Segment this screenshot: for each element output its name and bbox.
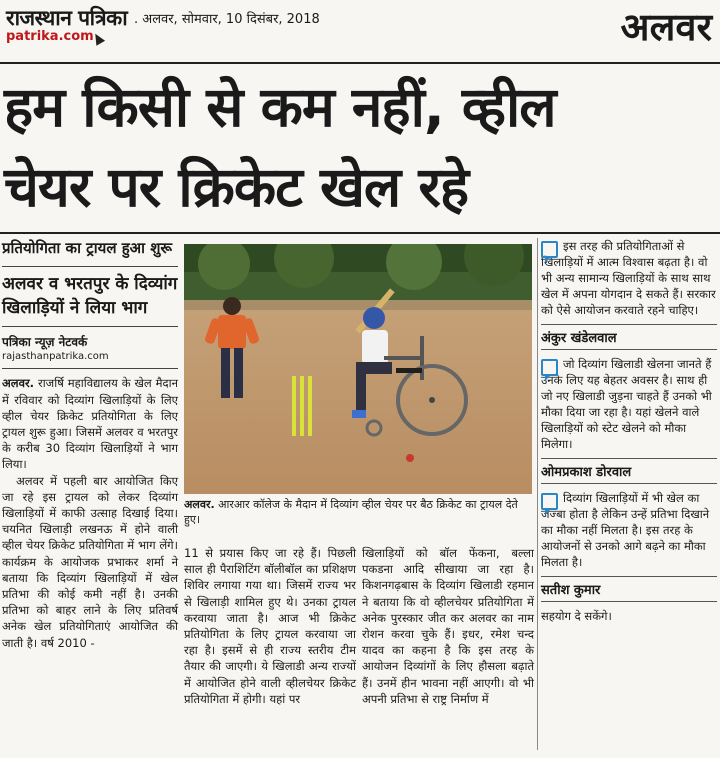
quote-icon [541, 241, 558, 258]
article-column-3 [362, 545, 534, 707]
divider [2, 266, 178, 267]
paragraph-text: राजर्षि महाविद्यालय के खेल मैदान में रविवार को दिव्यांग खिलाड़ियों के लिए व्हील चेयर क्रिकेट प्रतियोगिता के लिए ट्रायल शुरू हुआ। जिसमें अलवर व भरतपुर के करीब 30 दिव्यांग खिलाड़ियों ने भाग लिया। [2, 376, 178, 472]
quote-block [541, 356, 717, 484]
headline-line-1: हम किसी से कम नहीं, व्हील [4, 75, 556, 139]
divider [541, 601, 717, 602]
article-paragraph: खिलाड़ियों को बॉल फेंकना, बल्ला पकडना आदि सीखाया जा रहा है। किशनगढ़बास के दिव्यांग खिलाडी रहमान ने बताया कि वो व्हीलचेयर प्रतियोगिता में अनेक पुरस्कार जीत कर अलवर का नाम रोशन करवा चुके हैं। इधर, रमेश चन्द यादव का कहना है कि इस तरह के आयोजन दिव्यांगों के लिए हौसला बढ़ाते हैं। उनमें हीन भावना नहीं आएगी। वो भी अपनी प्रतिभा से राष्ट्र निर्माण में [362, 546, 534, 706]
article-column-2 [184, 545, 356, 707]
byline-url: rajasthanpatrika.com [2, 351, 109, 363]
article-paragraph: 11 से प्रयास किए जा रहे हैं। पिछली साल ही पैराशिटिंग बॉलीबॉल का प्रशिक्षण शिविर लगाया गया था। जिसमें राज्य भर से खिलाड़ी शामिल हुए थे। उनका ट्रायल करवाया जाता है। आज भी क्रिकेट प्रतियोगिता के लिए ट्रायल करवाया जा रहा है। इसमें से ही राज्य स्तरीय टीम तैयार की जाएगी। ये खिलाडी अन्य राज्यों में आयोजित होने वाली व्हीलचेयर क्रिकेट प्रतियोगिता में होगी। यहां पर [184, 546, 356, 706]
quote-block [541, 490, 717, 602]
masthead [0, 0, 720, 62]
quote-author: ओमप्रकाश डोरवाल [541, 458, 717, 480]
quote-body: इस तरह की प्रतियोगिताओं से खिलाड़ियों में आत्म विश्वास बढ़ता है। वो भी अन्य सामान्य खिलाड़ियों के साथ साथ खेल में अपना योगदान दे सकते हैं। सरकार को ऐसे आयोजन करवाते रहने चाहिए। [541, 239, 716, 317]
divider [2, 368, 178, 369]
column-separator [537, 238, 538, 750]
article-photo [184, 244, 532, 494]
article-tail: सहयोग दे सकेंगे। [541, 609, 612, 623]
dateline-place: अलवर. [2, 376, 35, 391]
photo-illustration [184, 244, 532, 494]
article-paragraph [2, 375, 178, 472]
quotes-column [541, 238, 717, 624]
divider [541, 349, 717, 350]
left-column [2, 238, 178, 651]
caption-place: अलवर. [184, 498, 215, 511]
brand-name: राजस्थान पत्रिका [6, 6, 128, 30]
divider [2, 326, 178, 327]
quote-block [541, 238, 717, 350]
quote-text [541, 238, 717, 318]
masthead-rule [0, 62, 720, 64]
quote-author: सतीश कुमार [541, 576, 717, 598]
quote-author: अंकुर खंडेलवाल [541, 324, 717, 346]
brand-url[interactable]: patrika.com [6, 29, 94, 44]
quote-icon [541, 359, 558, 376]
quote-body: जो दिव्यांग खिलाडी खेलना जानते हैं उनके लिए यह बेहतर अवसर है। साथ ही जो नए खिलाडी जुड़ना चाहते हैं उनको भी मौका दिया जा रहा है। यहां खेलने वाले खिलाड़ियों को स्टेट खेलने को मौका मिलेगा। [541, 357, 712, 451]
kicker: प्रतियोगिता का ट्रायल हुआ शुरू [2, 239, 173, 257]
photo-caption [184, 497, 532, 527]
quote-text [541, 356, 717, 452]
caption-text: आरआर कॉलेज के मैदान में दिव्यांग व्हील चेयर पर बैठ क्रिकेट का ट्रायल देते हुए। [184, 498, 518, 526]
article-paragraph: अलवर में पहली बार आयोजित किए जा रहे इस ट्रायल को लेकर दिव्यांग खिलाड़ियों में काफी उत्साह दिखाई दिया। चयनित खिलाड़ी लखनऊ में होने वाली व्हील चेयर क्रिकेट प्रतियोगिता में भाग लेंगे। कार्यक्रम के आयोजक प्रभाकर शर्मा ने बताया कि दिव्यांग खिलाड़ियों में खेल प्रतिभा की कोई कमी नहीं है। उनकी प्रतिभा को बाहर लाने के लिए प्रतिवर्ष अनेक खेल प्रतियोगिताएं आयोजित की जाती है। वर्ष 2010 - [2, 473, 178, 650]
city-name: अलवर [620, 5, 712, 49]
dateline: . अलवर, सोमवार, 10 दिसंबर, 2018 [134, 12, 320, 27]
divider [541, 483, 717, 484]
subheadline: अलवर व भरतपुर के दिव्यांग खिलाड़ियों ने लिया भाग [2, 273, 178, 318]
quote-text [541, 490, 717, 570]
headline-line-2: चेयर पर क्रिकेट खेल रहे [4, 155, 469, 219]
headline-rule [0, 232, 720, 234]
quote-body: दिव्यांग खिलाड़ियों में भी खेल का जज्बा होता है लेकिन उन्हें प्रतिभा दिखाने का मौका नहीं मिलता है। इस तरह के आयोजनों से उनको आगे बढ़ने का मौका मिलता है। [541, 491, 710, 569]
quote-icon [541, 493, 558, 510]
byline: पत्रिका न्यूज़ नेटवर्क [2, 335, 88, 350]
